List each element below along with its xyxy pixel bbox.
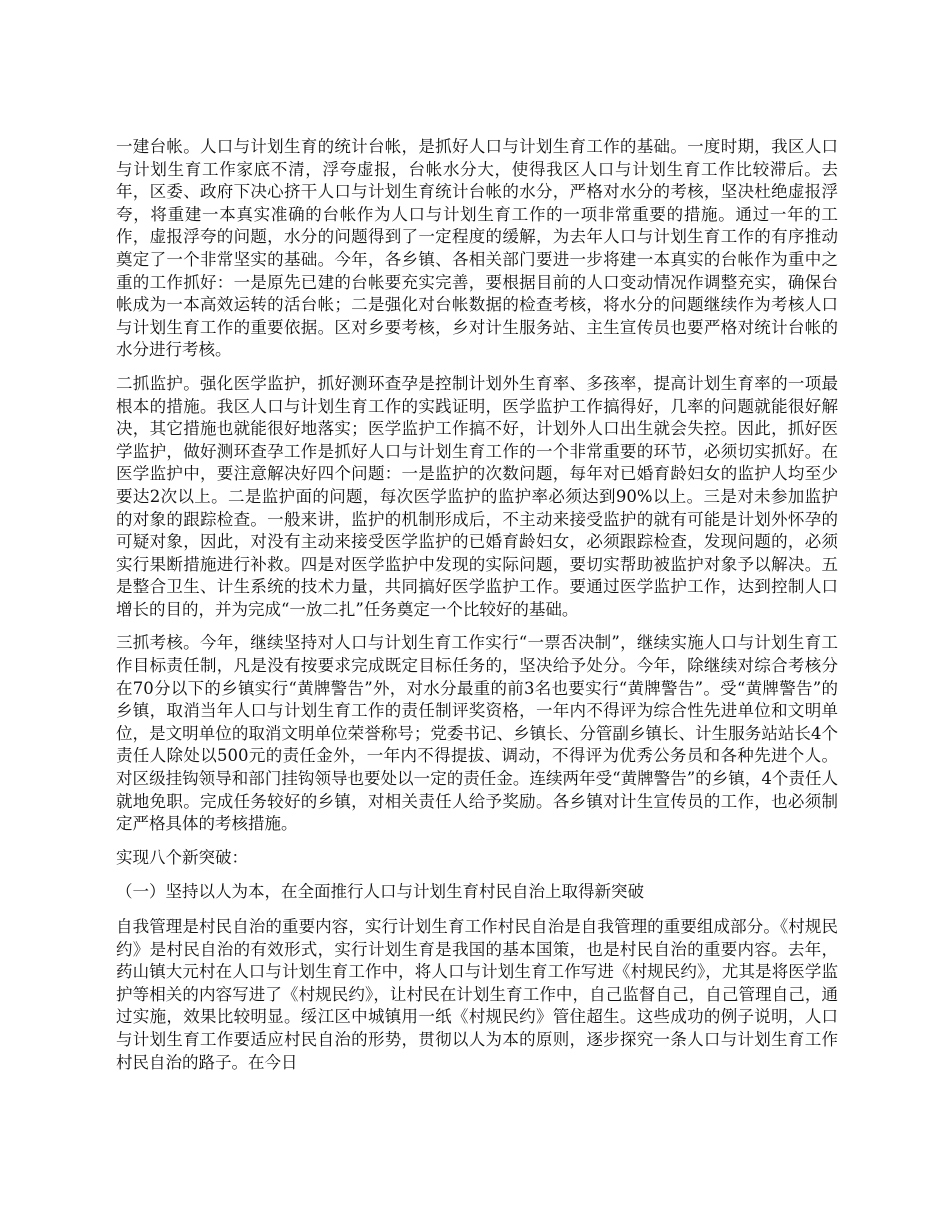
paragraph-village-autonomy: 自我管理是村民自治的重要内容，实行计划生育工作村民自治是自我管理的重要组成部分。《村规民约》是村民自治的有效形式，实行计划生育是我国的基本国策，也是村民自治的重要内容。去年，药山镇大元村在人口与计划生育工作中，将人口与计划生育工作写进《村规民约》，尤其是将医学监护等相关的内容写进了《村规民约》，让村民在计划生育工作中，自己监督自己，自己管理自己，通过实施，效果比较明显。绥江区中城镇用一纸《村规民约》管住超生。这些成功的例子说明，人口与计划生育工作要适应村民自治的形势，贯彻以人为本的原则，逐步探究一条人口与计划生育工作村民自治的路子。在今日 [116,917,838,1072]
paragraph-medical-monitoring: 二抓监护。强化医学监护，抓好测环查孕是控制计划外生育率、多孩率，提高计划生育率的一项最根本的措施。我区人口与计划生育工作的实践证明，医学监护工作搞得好，几率的问题就能很好解决，其它措施也就能很好地落实；医学监护工作搞不好，计划外人口出生就会失控。因此，抓好医学监护，做好测环查孕工作是抓好人口与计划生育工作的一个非常重要的环节，必须切实抓好。在医学监护中，要注意解决好四个问题：一是监护的次数问题，每年对已婚育龄妇女的监护人均至少要达2次以上。二是监护面的问题，每次医学监护的监护率必须达到90%以上。三是对未参加监护的对象的跟踪检查。一般来讲，监护的机制形成后，不主动来接受监护的就有可能是计划外怀孕的可疑对象，因此，对没有主动来接受医学监护的已婚育龄妇女，必须跟踪检查，发现问题的，必须实行果断措施进行补救。四是对医学监护中发现的实际问题，要切实帮助被监护对象予以解决。五是整合卫生、计生系统的技术力量，共同搞好医学监护工作。要通过医学监护工作，达到控制人口增长的目的，并为完成“一放二扎”任务奠定一个比较好的基础。 [116,373,838,619]
document-body [116,136,838,1085]
paragraph-account-ledger: 一建台帐。人口与计划生育的统计台帐，是抓好人口与计划生育工作的基础。一度时期，我区人口与计划生育工作家底不清，浮夸虚报，台帐水分大，使得我区人口与计划生育工作比较滞后。去年，区委、政府下决心挤干人口与计划生育统计台帐的水分，严格对水分的考核，坚决杜绝虚报浮夸，将重建一本真实准确的台帐作为人口与计划生育工作的一项非常重要的措施。通过一年的工作，虚报浮夸的问题，水分的问题得到了一定程度的缓解，为去年人口与计划生育工作的有序推动奠定了一个非常坚实的基础。今年，各乡镇、各相关部门要进一步将建一本真实的台帐作为重中之重的工作抓好：一是原先已建的台帐要充实完善，要根据目前的人口变动情况作调整充实，确保台帐成为一本高效运转的活台帐；二是强化对台帐数据的检查考核，将水分的问题继续作为考核人口与计划生育工作的重要依据。区对乡要考核，乡对计生服务站、主生宣传员也要严格对统计台帐的水分进行考核。 [116,137,838,360]
paragraph-eight-breakthroughs: 实现八个新突破： [116,847,248,867]
paragraph-assessment: 三抓考核。今年，继续坚持对人口与计划生育工作实行“一票否决制”，继续实施人口与计划生育工作目标责任制，凡是没有按要求完成既定目标任务的，坚决给予处分。今年，除继续对综合考核分在70分以下的乡镇实行“黄牌警告”外，对水分最重的前3名也要实行“黄牌警告”。受“黄牌警告”的乡镇，取消当年人口与计划生育工作的责任制评奖资格，一年内不得评为综合性先进单位和文明单位，是文明单位的取消文明单位荣誉称号；党委书记、乡镇长、分管副乡镇长、计生服务站站长4个责任人除处以500元的责任金外，一年内不得提拔、调动，不得评为优秀公务员和各种先进个人。对区级挂钩领导和部门挂钩领导也要处以一定的责任金。连续两年受“黄牌警告”的乡镇，4个责任人就地免职。完成任务较好的乡镇，对相关责任人给予奖励。各乡镇对计生宣传员的工作，也必须制定严格具体的考核措施。 [116,633,838,834]
section-heading-one: （一）坚持以人为本，在全面推行人口与计划生育村民自治上取得新突破 [116,882,644,902]
